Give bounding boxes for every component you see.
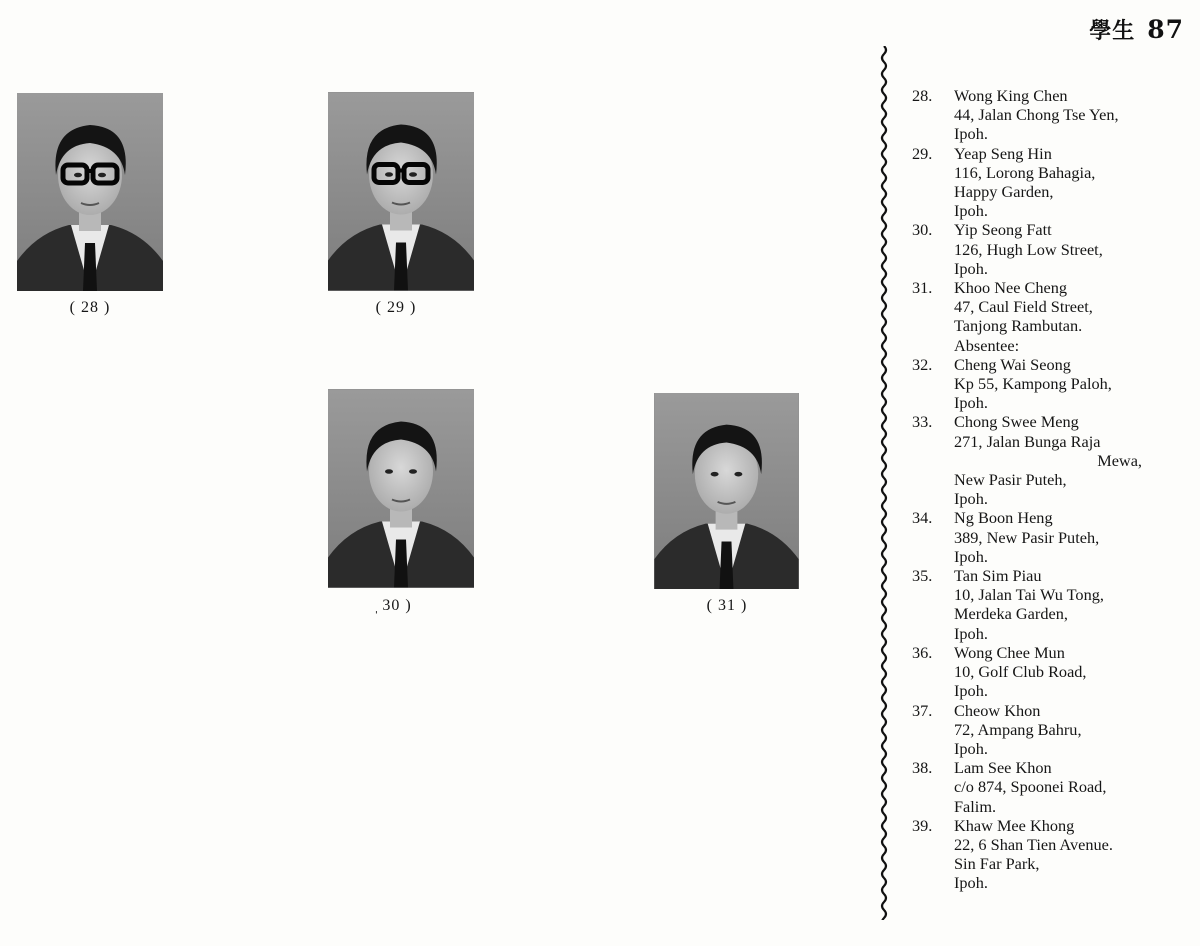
entry-number: 28.	[912, 86, 933, 105]
student-name: Tan Sim Piau	[954, 566, 1042, 586]
address-line: 22, 6 Shan Tien Avenue.	[954, 834, 1113, 854]
entry-number: 33.	[912, 412, 933, 432]
entry-number: 30.	[912, 220, 933, 240]
address-line: Mewa,	[1097, 450, 1142, 470]
address-line: Ipoh.	[954, 681, 988, 701]
entry-number: 37.	[912, 700, 933, 720]
roster-entry	[912, 643, 1192, 701]
student-name: Cheow Khon	[954, 700, 1041, 720]
portrait-photo-28	[17, 93, 163, 291]
photo-caption-31: ( 31 )	[706, 597, 748, 614]
address-line: 271, Jalan Bunga Raja	[954, 431, 1101, 451]
photo-caption-28: ( 28 )	[69, 299, 111, 316]
address-line: Ipoh.	[954, 393, 988, 413]
roster-entry	[912, 278, 1192, 336]
student-name: Cheng Wai Seong	[954, 354, 1071, 374]
student-name: Yip Seong Fatt	[954, 220, 1052, 240]
student-name: Khaw Mee Khong	[954, 815, 1075, 835]
portrait-photo-31	[654, 393, 799, 589]
entry-number: 34.	[912, 508, 933, 528]
roster-entry	[912, 816, 1192, 893]
address-line: 126, Hugh Low Street,	[954, 239, 1103, 259]
address-line: Ipoh.	[954, 738, 988, 758]
address-line: 47, Caul Field Street,	[954, 297, 1093, 317]
address-line: 10, Jalan Tai Wu Tong,	[954, 585, 1104, 605]
student-name: Chong Swee Meng	[954, 412, 1079, 432]
address-line: Ipoh.	[954, 623, 988, 643]
address-line: Ipoh.	[954, 258, 988, 278]
page-number: 87	[1147, 15, 1184, 44]
entry-number: 39.	[912, 815, 933, 835]
roster-entry	[912, 355, 1192, 413]
absentee-label: Absentee:	[954, 335, 1020, 355]
address-line: c/o 874, Spoonei Road,	[954, 777, 1107, 797]
address-line: 389, New Pasir Puteh,	[954, 527, 1100, 547]
address-line: Happy Garden,	[954, 182, 1054, 202]
roster-entry	[912, 508, 1192, 566]
entry-number: 35.	[912, 566, 933, 586]
photo-caption-30: ̩ 30 )	[376, 597, 412, 614]
student-name: Wong King Chen	[954, 86, 1068, 105]
address-line: Merdeka Garden,	[954, 604, 1068, 624]
roster-entry	[912, 701, 1192, 759]
roster-entry	[912, 566, 1192, 643]
entry-number: 29.	[912, 143, 933, 163]
address-line: Ipoh.	[954, 873, 988, 893]
student-name: Khoo Nee Cheng	[954, 278, 1068, 298]
column-divider	[880, 46, 888, 920]
entry-number: 31.	[912, 278, 933, 298]
roster-entry	[912, 412, 1192, 508]
roster-entry	[912, 86, 1192, 144]
entry-number: 32.	[912, 354, 933, 374]
entry-number: 36.	[912, 642, 933, 662]
address-line: 44, Jalan Chong Tse Yen,	[954, 105, 1119, 125]
address-line: Ipoh.	[954, 201, 988, 221]
entry-number: 38.	[912, 758, 933, 778]
address-line: New Pasir Puteh,	[954, 470, 1067, 490]
address-line: Falim.	[954, 796, 997, 816]
roster-entry	[912, 144, 1192, 221]
address-line: Kp 55, Kampong Paloh,	[954, 374, 1112, 394]
student-roster	[912, 86, 1192, 893]
roster-entry	[912, 220, 1192, 278]
photo-caption-29: ( 29 )	[375, 299, 417, 316]
portrait-photo-30	[328, 389, 474, 588]
address-line: Tanjong Rambutan.	[954, 316, 1083, 336]
address-line: Ipoh.	[954, 546, 988, 566]
student-name: Yeap Seng Hin	[954, 143, 1052, 163]
address-line: Sin Far Park,	[954, 854, 1040, 874]
address-line: 72, Ampang Bahru,	[954, 719, 1082, 739]
roster-entry	[912, 758, 1192, 816]
portrait-photo-29	[328, 92, 474, 291]
address-line: 116, Lorong Bahagia,	[954, 162, 1096, 182]
address-line: 10, Golf Club Road,	[954, 662, 1087, 682]
student-name: Lam See Khon	[954, 758, 1052, 778]
student-name: Wong Chee Mun	[954, 642, 1065, 662]
page-header	[1089, 14, 1184, 45]
header-title: 學生	[1089, 18, 1136, 44]
student-name: Ng Boon Heng	[954, 508, 1053, 528]
address-line: Ipoh.	[954, 489, 988, 509]
address-line: Ipoh.	[954, 124, 988, 144]
